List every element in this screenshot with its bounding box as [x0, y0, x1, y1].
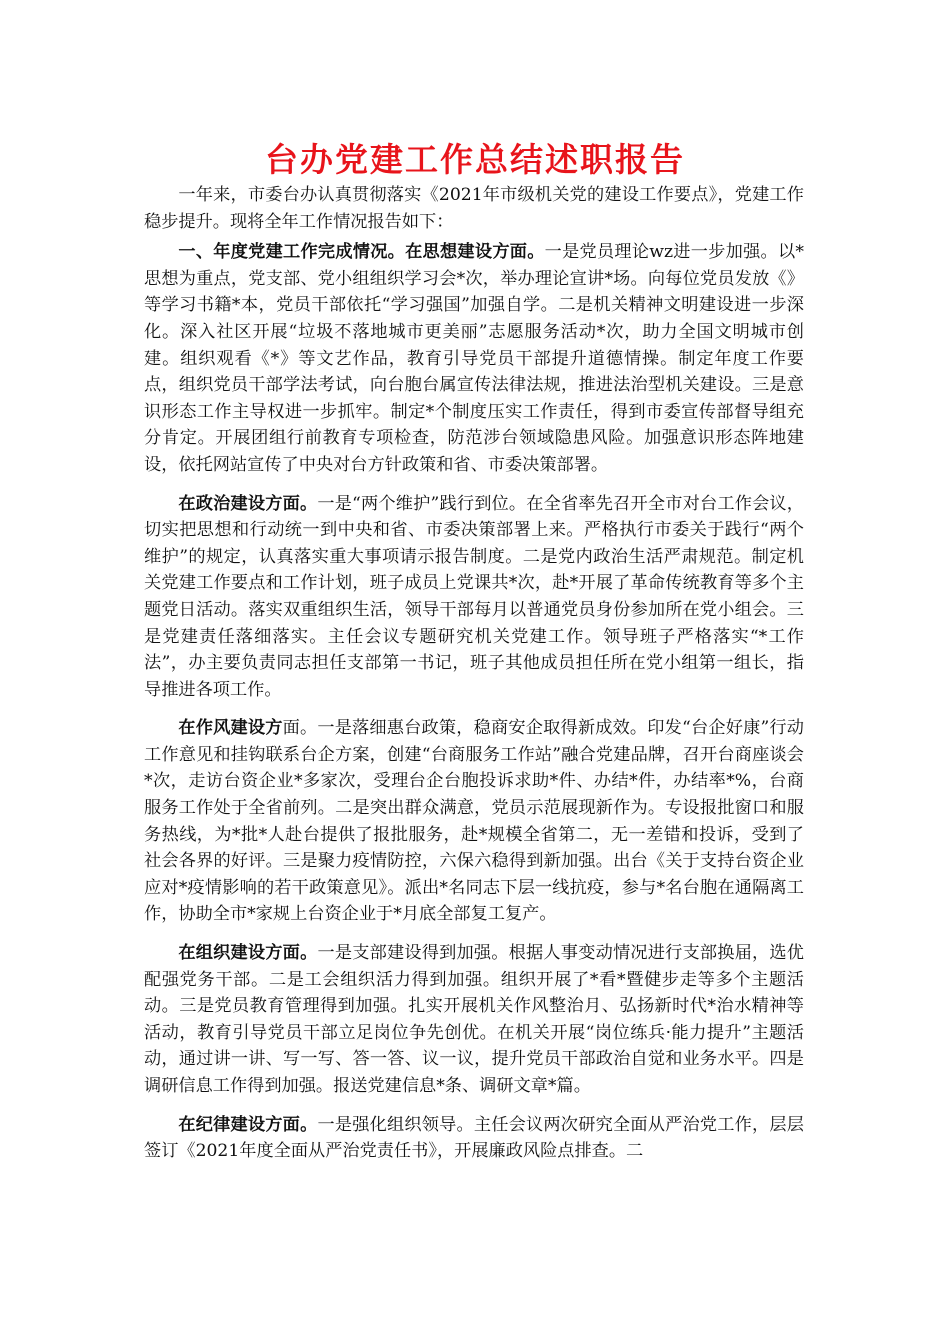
section-lead: 在政治建设方面。 [178, 493, 318, 514]
section-text: 一是支部建设得到加强。根据人事变动情况进行支部换届，选优配强党务干部。二是工会组织活力得到加强。组织开展了*看*暨健步走等多个主题活动。三是党员教育管理得到加强。扎实开展机关作风整治月、弘扬新时代*治水精神等活动，教育引导党员干部立足岗位争先创优。在机关开展“岗位练兵·能力提升”主题活动，通过讲一讲、写一写、答一答、议一议，提升党员干部政治自觉和业务水平。四是调研信息工作得到加强。报送党建信息*条、调研文章*篇。 [144, 943, 804, 1096]
section-thought-building [144, 239, 804, 478]
document-body [144, 182, 804, 1177]
section-text: 一是强化组织领导。主任会议两次研究全面从严治党工作，层层签订《2021年度全面从严治党责任书》，开展廉政风险点排查。二 [144, 1114, 804, 1162]
section-lead: 在作风建设方 [178, 718, 283, 739]
section-discipline-building [144, 1112, 804, 1165]
intro-paragraph: 一年来，市委台办认真贯彻落实《2021年市级机关党的建设工作要点》，党建工作稳步提升。现将全年工作情况报告如下： [144, 185, 804, 232]
section-lead: 在组织建设方面。 [178, 943, 318, 964]
section-lead: 一、年度党建工作完成情况。在思想建设方面。 [178, 242, 545, 263]
section-organization-building [144, 940, 804, 1100]
section-text: 面。一是落细惠台政策，稳商安企取得新成效。印发“台企好康”行动工作意见和挂钩联系台企方案，创建“台商服务工作站”融合党建品牌，召开台商座谈会*次，走访台资企业*多家次，受理台企台胞投诉求助*件、办结*件，办结率*%，台商服务工作处于全省前列。二是突出群众满意，党员示范展现新作为。专设报批窗口和服务热线，为*批*人赴台提供了报批服务，赴*规模全省第二，无一差错和投诉，受到了社会各界的好评。三是聚力疫情防控，六保六稳得到新加强。出台《关于支持台资企业应对*疫情影响的若干政策意见》。派出*名同志下层一线抗疫，参与*名台胞在通隔离工作，协助全市*家规上台资企业于*月底全部复工复产。 [144, 718, 804, 925]
section-text: 一是党员理论wz进一步加强。以*思想为重点，党支部、党小组组织学习会*次，举办理论宣讲*场。向每位党员发放《》等学习书籍*本，党员干部依托“学习强国”加强自学。二是机关精神文明建设进一步深化。深入社区开展“垃圾不落地城市更美丽”志愿服务活动*次，助力全国文明城市创建。组织观看《*》等文艺作品，教育引导党员干部提升道德情操。制定年度工作要点，组织党员干部学法考试，向台胞台属宣传法律法规，推进法治型机关建设。三是意识形态工作主导权进一步抓牢。制定*个制度压实工作责任，得到市委宣传部督导组充分肯定。开展团组行前教育专项检查，防范涉台领域隐患风险。加强意识形态阵地建设，依托网站宣传了中央对台方针政策和省、市委决策部署。 [144, 242, 804, 475]
document-title: 台办党建工作总结述职报告 [265, 140, 685, 179]
section-political-building [144, 491, 804, 704]
section-lead: 在纪律建设方面。 [178, 1114, 318, 1135]
section-style-building [144, 715, 804, 928]
section-text: 一是“两个维护”践行到位。在全省率先召开全市对台工作会议，切实把思想和行动统一到中央和省、市委决策部署上来。严格执行市委关于践行“两个维护”的规定，认真落实重大事项请示报告制度。二是党内政治生活严肃规范。制定机关党建工作要点和工作计划，班子成员上党课共*次，赴*开展了革命传统教育等多个主题党日活动。落实双重组织生活，领导干部每月以普通党员身份参加所在党小组会。三是党建责任落细落实。主任会议专题研究机关党建工作。领导班子严格落实“*工作法”，办主要负责同志担任支部第一书记，班子其他成员担任所在党小组第一组长，指导推进各项工作。 [144, 493, 804, 700]
